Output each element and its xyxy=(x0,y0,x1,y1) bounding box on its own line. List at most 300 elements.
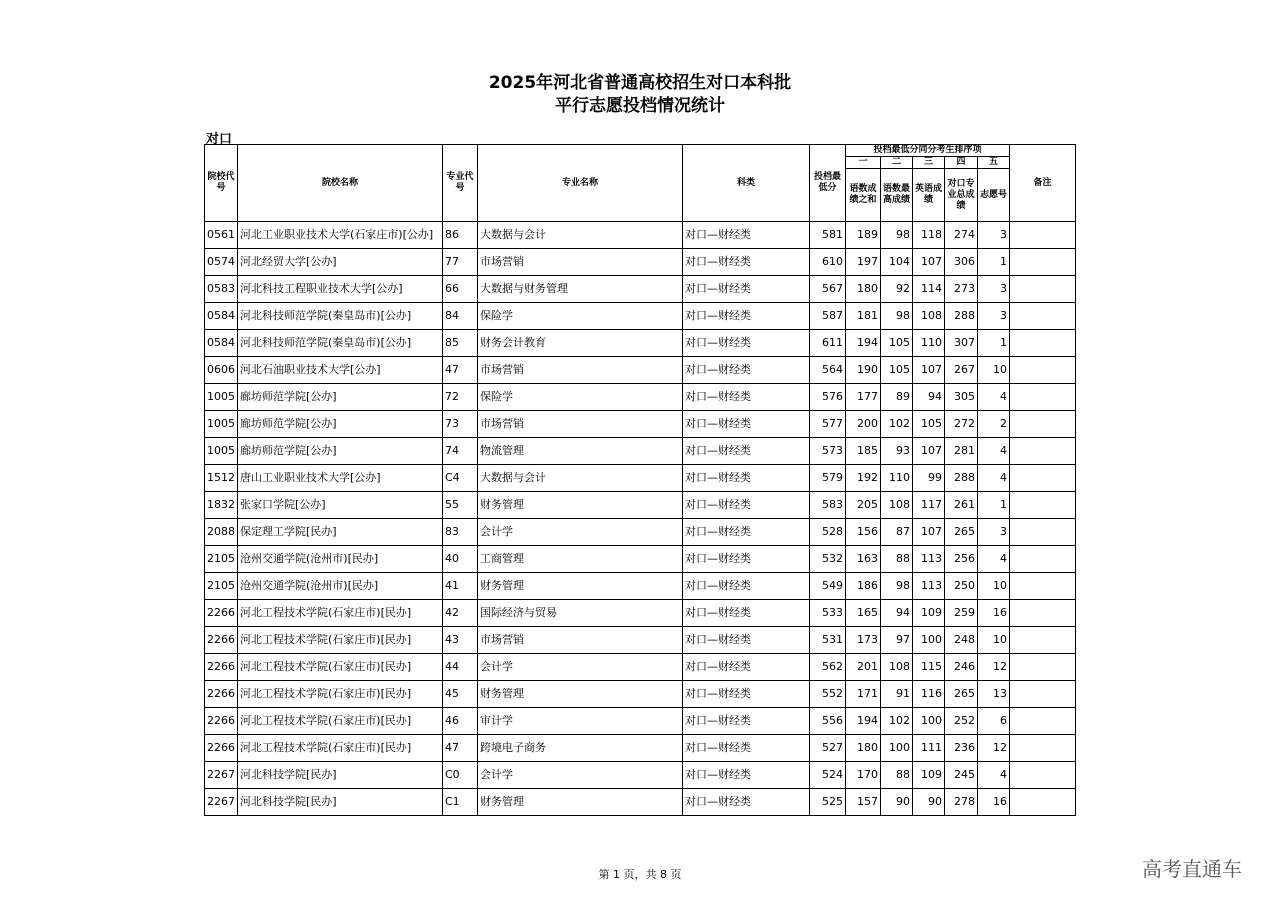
cell-score-1: 194 xyxy=(846,708,881,735)
cell-min-score: 531 xyxy=(810,627,846,654)
table-row xyxy=(205,708,1076,735)
cell-min-score: 552 xyxy=(810,681,846,708)
cell-score-5: 4 xyxy=(978,465,1010,492)
cell-score-2: 104 xyxy=(881,249,913,276)
cell-school-name: 张家口学院[公办] xyxy=(238,492,443,519)
header-category: 科类 xyxy=(683,145,810,222)
table-row xyxy=(205,303,1076,330)
header-sub-label: 志愿号 xyxy=(978,169,1010,222)
cell-min-score: 577 xyxy=(810,411,846,438)
cell-major-name: 财务管理 xyxy=(478,681,683,708)
cell-score-1: 180 xyxy=(846,276,881,303)
cell-score-1: 185 xyxy=(846,438,881,465)
cell-score-3: 113 xyxy=(913,546,945,573)
cell-score-4: 265 xyxy=(945,681,978,708)
cell-school-name: 廊坊师范学院[公办] xyxy=(238,411,443,438)
cell-score-1: 200 xyxy=(846,411,881,438)
cell-min-score: 562 xyxy=(810,654,846,681)
cell-score-3: 100 xyxy=(913,627,945,654)
cell-min-score: 525 xyxy=(810,789,846,816)
cell-major-code: 77 xyxy=(443,249,478,276)
table-row xyxy=(205,249,1076,276)
cell-score-5: 10 xyxy=(978,573,1010,600)
cell-remark xyxy=(1010,600,1076,627)
cell-category: 对口—财经类 xyxy=(683,384,810,411)
cell-remark xyxy=(1010,492,1076,519)
cell-score-4: 261 xyxy=(945,492,978,519)
cell-score-1: 186 xyxy=(846,573,881,600)
cell-score-3: 100 xyxy=(913,708,945,735)
cell-major-name: 国际经济与贸易 xyxy=(478,600,683,627)
cell-score-4: 259 xyxy=(945,600,978,627)
table-body xyxy=(205,222,1076,816)
cell-category: 对口—财经类 xyxy=(683,573,810,600)
cell-major-code: 86 xyxy=(443,222,478,249)
cell-school-code: 2266 xyxy=(205,735,238,762)
cell-category: 对口—财经类 xyxy=(683,438,810,465)
cell-major-code: 73 xyxy=(443,411,478,438)
cell-score-4: 245 xyxy=(945,762,978,789)
cell-score-2: 105 xyxy=(881,330,913,357)
cell-school-name: 河北科技工程职业技术大学[公办] xyxy=(238,276,443,303)
cell-score-5: 4 xyxy=(978,438,1010,465)
cell-score-5: 10 xyxy=(978,627,1010,654)
cell-remark xyxy=(1010,411,1076,438)
cell-score-3: 113 xyxy=(913,573,945,600)
cell-major-code: 47 xyxy=(443,735,478,762)
cell-category: 对口—财经类 xyxy=(683,789,810,816)
cell-min-score: 556 xyxy=(810,708,846,735)
cell-school-code: 2088 xyxy=(205,519,238,546)
cell-min-score: 587 xyxy=(810,303,846,330)
cell-score-3: 118 xyxy=(913,222,945,249)
cell-score-5: 3 xyxy=(978,303,1010,330)
cell-major-code: 44 xyxy=(443,654,478,681)
cell-major-name: 市场营销 xyxy=(478,411,683,438)
cell-remark xyxy=(1010,465,1076,492)
cell-score-2: 91 xyxy=(881,681,913,708)
cell-school-code: 2266 xyxy=(205,654,238,681)
cell-category: 对口—财经类 xyxy=(683,303,810,330)
cell-major-name: 财务会计教育 xyxy=(478,330,683,357)
cell-score-1: 171 xyxy=(846,681,881,708)
cell-score-4: 250 xyxy=(945,573,978,600)
cell-score-1: 194 xyxy=(846,330,881,357)
cell-score-4: 256 xyxy=(945,546,978,573)
cell-min-score: 610 xyxy=(810,249,846,276)
cell-major-name: 大数据与会计 xyxy=(478,465,683,492)
cell-score-1: 173 xyxy=(846,627,881,654)
cell-school-name: 沧州交通学院(沧州市)[民办] xyxy=(238,573,443,600)
cell-min-score: 576 xyxy=(810,384,846,411)
cell-category: 对口—财经类 xyxy=(683,465,810,492)
cell-school-name: 河北石油职业技术大学[公办] xyxy=(238,357,443,384)
cell-score-2: 98 xyxy=(881,573,913,600)
table-row xyxy=(205,465,1076,492)
cell-school-name: 河北科技师范学院(秦皇岛市)[公办] xyxy=(238,330,443,357)
cell-major-code: 47 xyxy=(443,357,478,384)
cell-score-3: 90 xyxy=(913,789,945,816)
cell-category: 对口—财经类 xyxy=(683,546,810,573)
cell-min-score: 583 xyxy=(810,492,846,519)
cell-score-4: 288 xyxy=(945,465,978,492)
cell-score-4: 267 xyxy=(945,357,978,384)
cell-category: 对口—财经类 xyxy=(683,357,810,384)
cell-category: 对口—财经类 xyxy=(683,600,810,627)
cell-category: 对口—财经类 xyxy=(683,519,810,546)
table-row xyxy=(205,627,1076,654)
cell-score-2: 98 xyxy=(881,222,913,249)
cell-score-5: 4 xyxy=(978,762,1010,789)
cell-major-name: 会计学 xyxy=(478,519,683,546)
cell-score-1: 181 xyxy=(846,303,881,330)
header-sub-num: 五 xyxy=(978,157,1010,169)
cell-school-code: 2266 xyxy=(205,600,238,627)
header-sub-label: 语数成绩之和 xyxy=(846,169,881,222)
cell-school-code: 1005 xyxy=(205,411,238,438)
cell-category: 对口—财经类 xyxy=(683,681,810,708)
cell-score-5: 1 xyxy=(978,492,1010,519)
cell-score-3: 94 xyxy=(913,384,945,411)
cell-major-code: 83 xyxy=(443,519,478,546)
cell-remark xyxy=(1010,357,1076,384)
table-row xyxy=(205,411,1076,438)
cell-score-4: 288 xyxy=(945,303,978,330)
cell-category: 对口—财经类 xyxy=(683,708,810,735)
page-title: 2025年河北省普通高校招生对口本科批 xyxy=(488,73,792,93)
cell-remark xyxy=(1010,654,1076,681)
cell-school-code: 0584 xyxy=(205,303,238,330)
cell-score-4: 305 xyxy=(945,384,978,411)
cell-score-2: 94 xyxy=(881,600,913,627)
cell-score-1: 177 xyxy=(846,384,881,411)
table-row xyxy=(205,276,1076,303)
cell-score-2: 108 xyxy=(881,492,913,519)
header-sub-num: 三 xyxy=(913,157,945,169)
cell-score-4: 273 xyxy=(945,276,978,303)
cell-score-2: 105 xyxy=(881,357,913,384)
cell-remark xyxy=(1010,276,1076,303)
cell-school-name: 河北科技师范学院(秦皇岛市)[公办] xyxy=(238,303,443,330)
cell-score-4: 265 xyxy=(945,519,978,546)
cell-school-name: 廊坊师范学院[公办] xyxy=(238,438,443,465)
cell-category: 对口—财经类 xyxy=(683,222,810,249)
cell-min-score: 581 xyxy=(810,222,846,249)
cell-score-5: 16 xyxy=(978,789,1010,816)
cell-score-3: 115 xyxy=(913,654,945,681)
header-min-score: 投档最低分 xyxy=(810,145,846,222)
cell-score-4: 306 xyxy=(945,249,978,276)
cell-score-5: 2 xyxy=(978,411,1010,438)
cell-school-code: 2105 xyxy=(205,573,238,600)
table-row xyxy=(205,789,1076,816)
cell-min-score: 527 xyxy=(810,735,846,762)
cell-score-5: 1 xyxy=(978,249,1010,276)
cell-major-name: 会计学 xyxy=(478,762,683,789)
cell-min-score: 528 xyxy=(810,519,846,546)
cell-score-1: 197 xyxy=(846,249,881,276)
cell-remark xyxy=(1010,573,1076,600)
cell-min-score: 533 xyxy=(810,600,846,627)
cell-remark xyxy=(1010,384,1076,411)
cell-school-name: 河北科技学院[民办] xyxy=(238,762,443,789)
header-sub-num: 一 xyxy=(846,157,881,169)
cell-score-1: 165 xyxy=(846,600,881,627)
cell-score-5: 4 xyxy=(978,384,1010,411)
cell-remark xyxy=(1010,546,1076,573)
cell-score-2: 88 xyxy=(881,762,913,789)
table-row xyxy=(205,384,1076,411)
cell-school-code: 2266 xyxy=(205,627,238,654)
cell-score-5: 6 xyxy=(978,708,1010,735)
header-major-code: 专业代号 xyxy=(443,145,478,222)
cell-min-score: 549 xyxy=(810,573,846,600)
cell-score-1: 190 xyxy=(846,357,881,384)
cell-school-code: 2267 xyxy=(205,762,238,789)
cell-remark xyxy=(1010,681,1076,708)
cell-score-1: 157 xyxy=(846,789,881,816)
cell-school-code: 0583 xyxy=(205,276,238,303)
cell-major-name: 审计学 xyxy=(478,708,683,735)
cell-score-3: 108 xyxy=(913,303,945,330)
cell-score-4: 281 xyxy=(945,438,978,465)
cell-score-3: 99 xyxy=(913,465,945,492)
cell-major-name: 保险学 xyxy=(478,384,683,411)
cell-major-code: 84 xyxy=(443,303,478,330)
table-row xyxy=(205,519,1076,546)
watermark: 高考直通车 xyxy=(1142,857,1242,881)
cell-major-name: 市场营销 xyxy=(478,357,683,384)
cell-school-code: 0584 xyxy=(205,330,238,357)
cell-major-code: 43 xyxy=(443,627,478,654)
cell-category: 对口—财经类 xyxy=(683,762,810,789)
cell-category: 对口—财经类 xyxy=(683,492,810,519)
cell-score-3: 107 xyxy=(913,519,945,546)
cell-score-1: 156 xyxy=(846,519,881,546)
cell-score-1: 201 xyxy=(846,654,881,681)
cell-school-name: 河北工程技术学院(石家庄市)[民办] xyxy=(238,654,443,681)
cell-score-3: 117 xyxy=(913,492,945,519)
cell-score-5: 3 xyxy=(978,222,1010,249)
cell-school-name: 河北工程技术学院(石家庄市)[民办] xyxy=(238,708,443,735)
table-row xyxy=(205,330,1076,357)
cell-score-5: 4 xyxy=(978,546,1010,573)
cell-remark xyxy=(1010,249,1076,276)
cell-school-code: 0574 xyxy=(205,249,238,276)
cell-major-name: 财务管理 xyxy=(478,492,683,519)
cell-min-score: 564 xyxy=(810,357,846,384)
cell-major-code: C1 xyxy=(443,789,478,816)
cell-min-score: 573 xyxy=(810,438,846,465)
cell-major-name: 大数据与会计 xyxy=(478,222,683,249)
cell-score-2: 102 xyxy=(881,411,913,438)
cell-score-3: 111 xyxy=(913,735,945,762)
cell-score-1: 180 xyxy=(846,735,881,762)
header-sub-label: 对口专业总成绩 xyxy=(945,169,978,222)
cell-school-name: 河北工程技术学院(石家庄市)[民办] xyxy=(238,600,443,627)
cell-major-code: 55 xyxy=(443,492,478,519)
cell-score-4: 236 xyxy=(945,735,978,762)
cell-score-5: 12 xyxy=(978,654,1010,681)
table-row xyxy=(205,735,1076,762)
cell-remark xyxy=(1010,519,1076,546)
cell-score-5: 10 xyxy=(978,357,1010,384)
table-row xyxy=(205,762,1076,789)
header-remark: 备注 xyxy=(1010,145,1076,222)
cell-score-2: 87 xyxy=(881,519,913,546)
cell-score-1: 205 xyxy=(846,492,881,519)
cell-category: 对口—财经类 xyxy=(683,735,810,762)
table-row xyxy=(205,222,1076,249)
table-row xyxy=(205,357,1076,384)
cell-score-3: 109 xyxy=(913,600,945,627)
cell-min-score: 579 xyxy=(810,465,846,492)
cell-score-3: 109 xyxy=(913,762,945,789)
cell-major-name: 市场营销 xyxy=(478,627,683,654)
cell-score-5: 16 xyxy=(978,600,1010,627)
cell-major-name: 跨境电子商务 xyxy=(478,735,683,762)
cell-category: 对口—财经类 xyxy=(683,411,810,438)
cell-score-2: 100 xyxy=(881,735,913,762)
cell-min-score: 532 xyxy=(810,546,846,573)
cell-score-1: 189 xyxy=(846,222,881,249)
cell-score-3: 105 xyxy=(913,411,945,438)
cell-school-name: 河北科技学院[民办] xyxy=(238,789,443,816)
table-row xyxy=(205,681,1076,708)
cell-score-4: 252 xyxy=(945,708,978,735)
table-row xyxy=(205,438,1076,465)
cell-school-name: 唐山工业职业技术大学[公办] xyxy=(238,465,443,492)
cell-school-name: 河北经贸大学[公办] xyxy=(238,249,443,276)
cell-school-code: 2105 xyxy=(205,546,238,573)
header-school-name: 院校名称 xyxy=(238,145,443,222)
cell-major-code: 42 xyxy=(443,600,478,627)
cell-score-5: 1 xyxy=(978,330,1010,357)
table-row xyxy=(205,492,1076,519)
cell-major-code: 66 xyxy=(443,276,478,303)
cell-category: 对口—财经类 xyxy=(683,276,810,303)
cell-score-3: 107 xyxy=(913,438,945,465)
cell-remark xyxy=(1010,330,1076,357)
cell-remark xyxy=(1010,627,1076,654)
cell-remark xyxy=(1010,222,1076,249)
cell-major-name: 市场营销 xyxy=(478,249,683,276)
cell-score-4: 272 xyxy=(945,411,978,438)
cell-score-2: 93 xyxy=(881,438,913,465)
cell-score-4: 248 xyxy=(945,627,978,654)
cell-score-2: 98 xyxy=(881,303,913,330)
cell-score-4: 278 xyxy=(945,789,978,816)
cell-major-code: 72 xyxy=(443,384,478,411)
section-label: 对口 xyxy=(206,132,233,147)
cell-score-4: 246 xyxy=(945,654,978,681)
cell-school-code: 1512 xyxy=(205,465,238,492)
cell-major-code: C4 xyxy=(443,465,478,492)
header-school-code: 院校代号 xyxy=(205,145,238,222)
cell-min-score: 524 xyxy=(810,762,846,789)
cell-major-name: 大数据与财务管理 xyxy=(478,276,683,303)
cell-school-name: 沧州交通学院(沧州市)[民办] xyxy=(238,546,443,573)
cell-school-name: 河北工业职业技术大学(石家庄市)[公办] xyxy=(238,222,443,249)
cell-school-code: 1005 xyxy=(205,438,238,465)
cell-school-name: 河北工程技术学院(石家庄市)[民办] xyxy=(238,627,443,654)
cell-school-name: 河北工程技术学院(石家庄市)[民办] xyxy=(238,735,443,762)
cell-min-score: 611 xyxy=(810,330,846,357)
cell-remark xyxy=(1010,303,1076,330)
cell-score-5: 12 xyxy=(978,735,1010,762)
cell-score-2: 97 xyxy=(881,627,913,654)
cell-category: 对口—财经类 xyxy=(683,627,810,654)
cell-school-code: 1005 xyxy=(205,384,238,411)
table-row xyxy=(205,546,1076,573)
admission-table xyxy=(204,144,1076,816)
cell-score-5: 13 xyxy=(978,681,1010,708)
cell-school-name: 保定理工学院[民办] xyxy=(238,519,443,546)
table-row xyxy=(205,573,1076,600)
cell-score-4: 274 xyxy=(945,222,978,249)
cell-min-score: 567 xyxy=(810,276,846,303)
cell-major-name: 财务管理 xyxy=(478,573,683,600)
cell-score-3: 107 xyxy=(913,249,945,276)
cell-major-code: C0 xyxy=(443,762,478,789)
table-row xyxy=(205,654,1076,681)
cell-score-2: 88 xyxy=(881,546,913,573)
cell-school-code: 2266 xyxy=(205,681,238,708)
cell-score-3: 110 xyxy=(913,330,945,357)
cell-major-code: 45 xyxy=(443,681,478,708)
cell-score-4: 307 xyxy=(945,330,978,357)
cell-major-code: 40 xyxy=(443,546,478,573)
cell-remark xyxy=(1010,735,1076,762)
cell-category: 对口—财经类 xyxy=(683,249,810,276)
cell-major-name: 保险学 xyxy=(478,303,683,330)
cell-major-code: 74 xyxy=(443,438,478,465)
cell-major-code: 41 xyxy=(443,573,478,600)
cell-major-name: 物流管理 xyxy=(478,438,683,465)
cell-school-name: 廊坊师范学院[公办] xyxy=(238,384,443,411)
cell-remark xyxy=(1010,789,1076,816)
cell-score-2: 90 xyxy=(881,789,913,816)
header-major-name: 专业名称 xyxy=(478,145,683,222)
cell-category: 对口—财经类 xyxy=(683,654,810,681)
header-sub-num: 二 xyxy=(881,157,913,169)
cell-school-name: 河北工程技术学院(石家庄市)[民办] xyxy=(238,681,443,708)
cell-score-3: 107 xyxy=(913,357,945,384)
cell-school-code: 1832 xyxy=(205,492,238,519)
table-row xyxy=(205,600,1076,627)
cell-major-name: 财务管理 xyxy=(478,789,683,816)
cell-score-3: 114 xyxy=(913,276,945,303)
header-sub-label: 语数最高成绩 xyxy=(881,169,913,222)
cell-major-code: 85 xyxy=(443,330,478,357)
header-sub-num: 四 xyxy=(945,157,978,169)
cell-major-name: 工商管理 xyxy=(478,546,683,573)
cell-category: 对口—财经类 xyxy=(683,330,810,357)
header-sub-label: 英语成绩 xyxy=(913,169,945,222)
page-subtitle: 平行志愿投档情况统计 xyxy=(555,96,725,116)
cell-score-2: 108 xyxy=(881,654,913,681)
cell-score-2: 102 xyxy=(881,708,913,735)
cell-remark xyxy=(1010,762,1076,789)
cell-school-code: 2267 xyxy=(205,789,238,816)
cell-remark xyxy=(1010,438,1076,465)
cell-score-2: 92 xyxy=(881,276,913,303)
cell-score-2: 110 xyxy=(881,465,913,492)
page-footer: 第 1 页，共 8 页 xyxy=(598,868,682,881)
cell-score-5: 3 xyxy=(978,519,1010,546)
cell-score-3: 116 xyxy=(913,681,945,708)
cell-score-2: 89 xyxy=(881,384,913,411)
